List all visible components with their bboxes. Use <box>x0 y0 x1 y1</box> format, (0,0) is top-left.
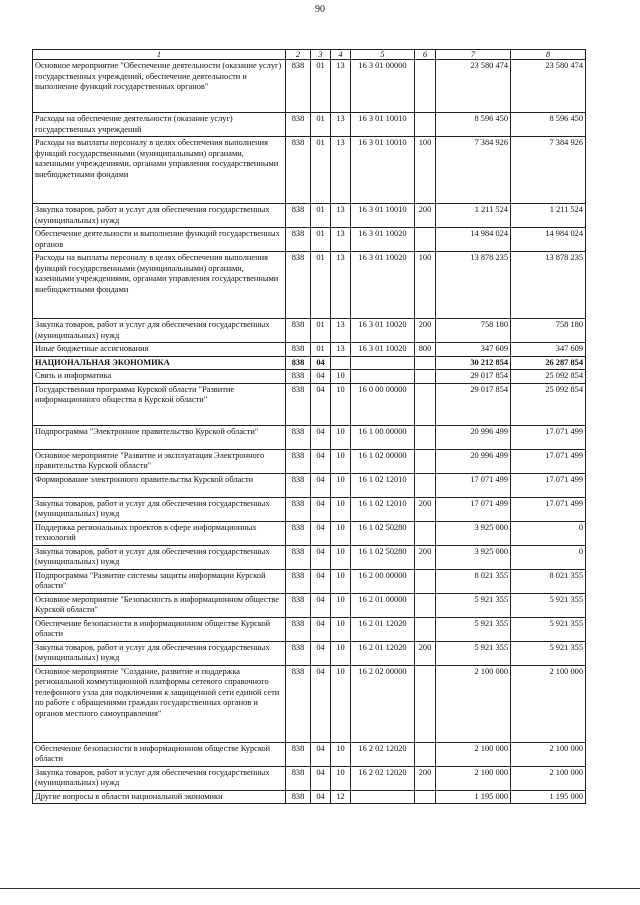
table-row <box>33 137 586 204</box>
table-row <box>33 60 586 113</box>
table-row <box>33 343 586 357</box>
row-amount-year1: 347 609 <box>436 343 511 357</box>
row-description: Расходы на выплаты персоналу в целях обеспечения выполнения функций государственными (муниципальными) органами, казенными учреждениями, органами управления государственными внебюджетными фондами <box>33 252 286 319</box>
row-subsection-code: 12 <box>331 790 351 804</box>
row-subsection-code: 13 <box>331 343 351 357</box>
row-target-article: 16 3 01 10010 <box>351 113 415 137</box>
row-amount-year2: 17 071 499 <box>511 473 586 497</box>
row-description: Формирование электронного правительства Курской области <box>33 473 286 497</box>
table-row <box>33 449 586 473</box>
row-description: Подпрограмма "Развитие системы защиты информации Курской области" <box>33 569 286 593</box>
row-ministry-code: 838 <box>286 425 311 449</box>
table-row <box>33 370 586 384</box>
row-target-article: 16 1 02 50280 <box>351 521 415 545</box>
row-section-code: 04 <box>311 473 331 497</box>
row-amount-year1: 29 017 854 <box>436 370 511 384</box>
row-expense-type <box>415 790 436 804</box>
row-ministry-code: 838 <box>286 370 311 384</box>
row-section-code: 04 <box>311 665 331 742</box>
row-subsection-code: 13 <box>331 137 351 204</box>
row-amount-year1: 1 211 524 <box>436 204 511 228</box>
row-ministry-code: 838 <box>286 319 311 343</box>
table-row <box>33 569 586 593</box>
table-row <box>33 204 586 228</box>
row-subsection-code: 10 <box>331 497 351 521</box>
row-ministry-code: 838 <box>286 497 311 521</box>
row-amount-year2: 26 287 854 <box>511 356 586 370</box>
row-amount-year1: 2 100 000 <box>436 766 511 790</box>
table-row <box>33 593 586 617</box>
row-target-article: 16 3 01 10010 <box>351 137 415 204</box>
row-amount-year1: 8 021 355 <box>436 569 511 593</box>
header-cell-amount-year1: 7 <box>436 50 511 60</box>
row-expense-type <box>415 473 436 497</box>
row-target-article: 16 1 00 00000 <box>351 425 415 449</box>
row-description: Закупка товаров, работ и услуг для обеспечения государственных (муниципальных) нужд <box>33 766 286 790</box>
row-expense-type <box>415 113 436 137</box>
table-row <box>33 497 586 521</box>
row-expense-type: 200 <box>415 319 436 343</box>
row-target-article: 16 2 02 00000 <box>351 665 415 742</box>
row-amount-year2: 2 100 000 <box>511 766 586 790</box>
row-section-code: 04 <box>311 617 331 641</box>
row-ministry-code: 838 <box>286 228 311 252</box>
row-ministry-code: 838 <box>286 617 311 641</box>
row-subsection-code: 13 <box>331 319 351 343</box>
row-expense-type: 100 <box>415 252 436 319</box>
row-target-article: 16 1 02 50280 <box>351 545 415 569</box>
row-target-article: 16 3 01 10020 <box>351 252 415 319</box>
row-amount-year2: 5 921 355 <box>511 593 586 617</box>
row-section-code: 04 <box>311 790 331 804</box>
row-description: Поддержка региональных проектов в сфере информационных технологий <box>33 521 286 545</box>
row-description: Закупка товаров, работ и услуг для обеспечения государственных (муниципальных) нужд <box>33 497 286 521</box>
row-subsection-code: 10 <box>331 593 351 617</box>
row-expense-type: 800 <box>415 343 436 357</box>
row-target-article: 16 0 00 00000 <box>351 383 415 425</box>
row-description: Основное мероприятие "Обеспечение деятельности (оказание услуг) государственных учреждений, обеспечение деятельности и выполнение функций государственных органов" <box>33 60 286 113</box>
row-target-article: 16 3 01 10020 <box>351 319 415 343</box>
row-expense-type <box>415 742 436 766</box>
row-ministry-code: 838 <box>286 790 311 804</box>
row-section-code: 04 <box>311 545 331 569</box>
row-description: Другие вопросы в области национальной экономики <box>33 790 286 804</box>
table-header-row <box>33 50 586 60</box>
row-expense-type: 200 <box>415 641 436 665</box>
row-target-article: 16 3 01 10010 <box>351 204 415 228</box>
row-subsection-code: 10 <box>331 569 351 593</box>
row-amount-year2: 17 071 499 <box>511 497 586 521</box>
row-expense-type: 200 <box>415 497 436 521</box>
table-row <box>33 790 586 804</box>
table-row <box>33 113 586 137</box>
row-expense-type <box>415 665 436 742</box>
row-amount-year1: 5 921 355 <box>436 641 511 665</box>
row-target-article: 16 3 01 10020 <box>351 343 415 357</box>
table-row <box>33 742 586 766</box>
row-target-article: 16 2 01 12020 <box>351 641 415 665</box>
row-subsection-code: 10 <box>331 617 351 641</box>
row-ministry-code: 838 <box>286 742 311 766</box>
row-target-article: 16 2 02 12020 <box>351 742 415 766</box>
row-amount-year2: 0 <box>511 545 586 569</box>
row-amount-year2: 14 984 024 <box>511 228 586 252</box>
row-amount-year1: 14 984 024 <box>436 228 511 252</box>
row-expense-type: 200 <box>415 766 436 790</box>
table-row <box>33 473 586 497</box>
row-target-article: 16 3 01 10020 <box>351 228 415 252</box>
row-description: Обеспечение безопасности в информационном обществе Курской области <box>33 742 286 766</box>
row-ministry-code: 838 <box>286 665 311 742</box>
row-ministry-code: 838 <box>286 521 311 545</box>
row-section-code: 01 <box>311 60 331 113</box>
row-amount-year1: 8 596 450 <box>436 113 511 137</box>
row-ministry-code: 838 <box>286 449 311 473</box>
row-amount-year2: 23 580 474 <box>511 60 586 113</box>
row-ministry-code: 838 <box>286 204 311 228</box>
row-amount-year2: 1 211 524 <box>511 204 586 228</box>
row-description: Закупка товаров, работ и услуг для обеспечения государственных (муниципальных) нужд <box>33 545 286 569</box>
row-amount-year2: 0 <box>511 521 586 545</box>
table-row <box>33 425 586 449</box>
row-amount-year1: 7 384 926 <box>436 137 511 204</box>
row-amount-year2: 7 384 926 <box>511 137 586 204</box>
table-row <box>33 319 586 343</box>
row-description: Обеспечение безопасности в информационном обществе Курской области <box>33 617 286 641</box>
row-expense-type <box>415 425 436 449</box>
row-amount-year1: 5 921 355 <box>436 593 511 617</box>
row-description: Основное мероприятие "Развитие и эксплуатация Электронного правительства Курской области" <box>33 449 286 473</box>
row-subsection-code: 13 <box>331 228 351 252</box>
row-section-code: 01 <box>311 113 331 137</box>
row-amount-year2: 1 195 000 <box>511 790 586 804</box>
table-row <box>33 641 586 665</box>
row-ministry-code: 838 <box>286 569 311 593</box>
row-description: Связь и информатика <box>33 370 286 384</box>
row-amount-year1: 23 580 474 <box>436 60 511 113</box>
page-number: 90 <box>315 4 325 15</box>
row-amount-year1: 1 195 000 <box>436 790 511 804</box>
row-description: Закупка товаров, работ и услуг для обеспечения государственных (муниципальных) нужд <box>33 641 286 665</box>
row-amount-year2: 2 100 000 <box>511 742 586 766</box>
row-target-article: 16 2 00 00000 <box>351 569 415 593</box>
row-section-code: 04 <box>311 569 331 593</box>
row-section-code: 01 <box>311 137 331 204</box>
row-subsection-code <box>331 356 351 370</box>
row-section-code: 01 <box>311 204 331 228</box>
row-amount-year2: 5 921 355 <box>511 641 586 665</box>
row-expense-type: 100 <box>415 137 436 204</box>
row-description: Расходы на выплаты персоналу в целях обеспечения выполнения функций государственными (муниципальными) органами, казенными учреждениями, органами управления государственными внебюджетными фондами <box>33 137 286 204</box>
row-amount-year1: 29 017 854 <box>436 383 511 425</box>
row-subsection-code: 10 <box>331 766 351 790</box>
table-row <box>33 356 586 370</box>
row-target-article: 16 1 02 12010 <box>351 497 415 521</box>
row-target-article: 16 2 02 12020 <box>351 766 415 790</box>
row-description: Иные бюджетные ассигнования <box>33 343 286 357</box>
row-ministry-code: 838 <box>286 473 311 497</box>
row-amount-year2: 25 092 854 <box>511 370 586 384</box>
row-target-article: 16 1 02 12010 <box>351 473 415 497</box>
table-row <box>33 545 586 569</box>
row-amount-year1: 3 925 000 <box>436 545 511 569</box>
row-description: Подпрограмма "Электронное правительство Курской области" <box>33 425 286 449</box>
row-expense-type <box>415 370 436 384</box>
row-expense-type <box>415 60 436 113</box>
row-section-code: 04 <box>311 521 331 545</box>
row-section-code: 04 <box>311 383 331 425</box>
row-section-code: 01 <box>311 343 331 357</box>
row-description: Основное мероприятие "Безопасность в информационном обществе Курской области" <box>33 593 286 617</box>
row-expense-type: 200 <box>415 545 436 569</box>
row-amount-year1: 758 180 <box>436 319 511 343</box>
table-row <box>33 766 586 790</box>
row-amount-year1: 2 100 000 <box>436 742 511 766</box>
row-ministry-code: 838 <box>286 60 311 113</box>
row-expense-type <box>415 521 436 545</box>
row-amount-year2: 17 071 499 <box>511 449 586 473</box>
row-amount-year2: 25 092 854 <box>511 383 586 425</box>
row-description: Государственная программа Курской области "Развитие информационного общества в Курской области" <box>33 383 286 425</box>
row-ministry-code: 838 <box>286 593 311 617</box>
row-section-code: 04 <box>311 593 331 617</box>
row-expense-type <box>415 383 436 425</box>
row-amount-year1: 20 996 499 <box>436 449 511 473</box>
row-description: Основное мероприятие "Создание, развитие и поддержка региональной коммутационной платформы сетевого справочного телефонного узла для подключения к защищенной сети единой сети по работе с обращениями граждан государственных органов и органов местного самоуправления" <box>33 665 286 742</box>
header-cell-amount-year2: 8 <box>511 50 586 60</box>
row-description: НАЦИОНАЛЬНАЯ ЭКОНОМИКА <box>33 356 286 370</box>
row-section-code: 04 <box>311 356 331 370</box>
row-amount-year2: 347 609 <box>511 343 586 357</box>
row-amount-year2: 8 596 450 <box>511 113 586 137</box>
row-subsection-code: 13 <box>331 113 351 137</box>
header-cell-subsection: 4 <box>331 50 351 60</box>
row-target-article: 16 2 01 12020 <box>351 617 415 641</box>
row-subsection-code: 10 <box>331 545 351 569</box>
row-section-code: 04 <box>311 641 331 665</box>
row-ministry-code: 838 <box>286 356 311 370</box>
row-ministry-code: 838 <box>286 252 311 319</box>
row-section-code: 04 <box>311 497 331 521</box>
row-section-code: 01 <box>311 252 331 319</box>
row-section-code: 01 <box>311 319 331 343</box>
row-subsection-code: 10 <box>331 521 351 545</box>
row-expense-type <box>415 228 436 252</box>
row-amount-year1: 20 996 499 <box>436 425 511 449</box>
table-row <box>33 665 586 742</box>
row-amount-year1: 17 071 499 <box>436 497 511 521</box>
row-section-code: 04 <box>311 766 331 790</box>
row-amount-year2: 13 878 235 <box>511 252 586 319</box>
row-ministry-code: 838 <box>286 137 311 204</box>
row-amount-year2: 8 021 355 <box>511 569 586 593</box>
row-amount-year1: 17 071 499 <box>436 473 511 497</box>
row-target-article: 16 2 01 00000 <box>351 593 415 617</box>
table-row <box>33 521 586 545</box>
row-subsection-code: 10 <box>331 425 351 449</box>
row-section-code: 01 <box>311 228 331 252</box>
budget-table <box>32 49 586 804</box>
row-subsection-code: 10 <box>331 473 351 497</box>
header-cell-target-article: 5 <box>351 50 415 60</box>
row-ministry-code: 838 <box>286 545 311 569</box>
row-subsection-code: 10 <box>331 742 351 766</box>
row-expense-type <box>415 449 436 473</box>
row-description: Закупка товаров, работ и услуг для обеспечения государственных (муниципальных) нужд <box>33 204 286 228</box>
row-ministry-code: 838 <box>286 641 311 665</box>
header-cell-name: 1 <box>33 50 286 60</box>
row-subsection-code: 10 <box>331 383 351 425</box>
header-cell-expense-type: 6 <box>415 50 436 60</box>
row-expense-type <box>415 617 436 641</box>
row-target-article <box>351 356 415 370</box>
row-amount-year1: 13 878 235 <box>436 252 511 319</box>
row-subsection-code: 13 <box>331 252 351 319</box>
row-target-article <box>351 790 415 804</box>
row-amount-year2: 5 921 355 <box>511 617 586 641</box>
row-ministry-code: 838 <box>286 113 311 137</box>
table-row <box>33 383 586 425</box>
row-target-article: 16 1 02 00000 <box>351 449 415 473</box>
row-amount-year2: 758 180 <box>511 319 586 343</box>
row-subsection-code: 10 <box>331 641 351 665</box>
row-amount-year1: 5 921 355 <box>436 617 511 641</box>
row-ministry-code: 838 <box>286 343 311 357</box>
row-amount-year1: 3 925 000 <box>436 521 511 545</box>
row-subsection-code: 10 <box>331 370 351 384</box>
row-subsection-code: 13 <box>331 60 351 113</box>
row-amount-year2: 17 071 499 <box>511 425 586 449</box>
row-section-code: 04 <box>311 449 331 473</box>
row-amount-year2: 2 100 000 <box>511 665 586 742</box>
row-subsection-code: 10 <box>331 665 351 742</box>
row-expense-type <box>415 569 436 593</box>
row-expense-type <box>415 356 436 370</box>
row-expense-type <box>415 593 436 617</box>
row-description: Расходы на обеспечение деятельности (оказание услуг) государственных учреждений <box>33 113 286 137</box>
row-target-article <box>351 370 415 384</box>
row-subsection-code: 10 <box>331 449 351 473</box>
row-section-code: 04 <box>311 370 331 384</box>
row-ministry-code: 838 <box>286 766 311 790</box>
row-description: Закупка товаров, работ и услуг для обеспечения государственных (муниципальных) нужд <box>33 319 286 343</box>
row-description: Обеспечение деятельности и выполнение функций государственных органов <box>33 228 286 252</box>
table-row <box>33 617 586 641</box>
row-amount-year1: 2 100 000 <box>436 665 511 742</box>
row-ministry-code: 838 <box>286 383 311 425</box>
row-section-code: 04 <box>311 742 331 766</box>
table-row <box>33 228 586 252</box>
row-expense-type: 200 <box>415 204 436 228</box>
row-section-code: 04 <box>311 425 331 449</box>
table-row <box>33 252 586 319</box>
row-subsection-code: 13 <box>331 204 351 228</box>
header-cell-section: 3 <box>311 50 331 60</box>
header-cell-ministry: 2 <box>286 50 311 60</box>
row-amount-year1: 30 212 854 <box>436 356 511 370</box>
bottom-rule <box>0 888 640 889</box>
row-target-article: 16 3 01 00000 <box>351 60 415 113</box>
